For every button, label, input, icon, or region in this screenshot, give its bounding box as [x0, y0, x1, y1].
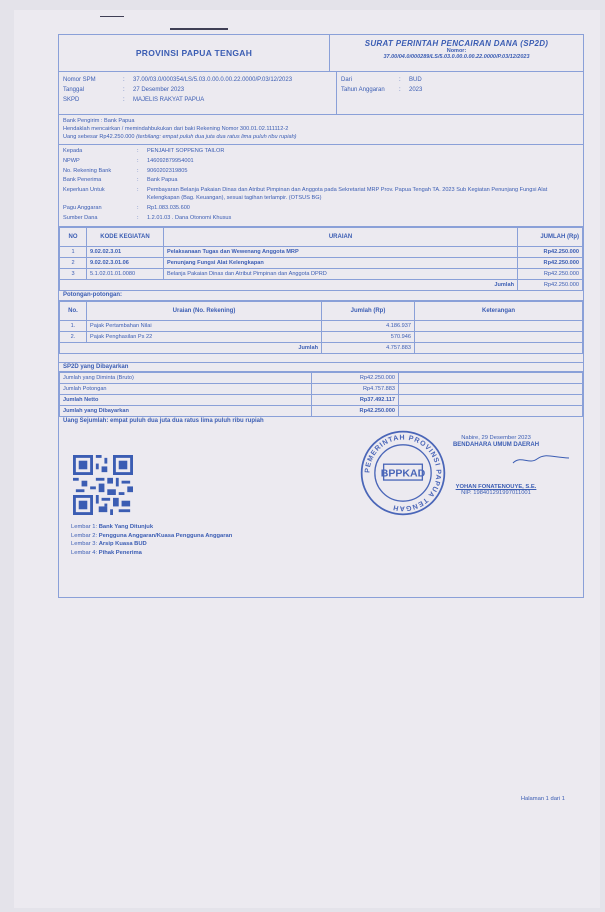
potongan-table: No. Uraian (No. Rekening) Jumlah (Rp) Keterangan 1. Pajak Pertambahan Nilai 4.186.937 2. Pajak Penghasilan Ps 22 570.946 Jumlah 4.757.883 — [59, 301, 583, 354]
list-item: Lembar 3: Arsip Kuasa BUD — [71, 541, 147, 547]
bank-sender: Bank Pengirim : Bank Papua — [63, 118, 135, 124]
terbilang-line: Uang Sejumlah: empat puluh dua juta dua ratus lima puluh ribu rupiah — [63, 418, 264, 424]
list-item: Lembar 1: Bank Yang Ditunjuk — [71, 524, 154, 530]
signature-area — [59, 425, 583, 555]
sp2d-title: SP2D yang Dibayarkan — [59, 362, 583, 372]
table-row: 3 5.1.02.01.01.0080 Belanja Pakaian Dinas dan Atribut Pimpinan dan Anggota DPRD Rp42.250.000 — [60, 269, 583, 280]
sp2d-table — [59, 372, 583, 417]
dari: BUD — [409, 77, 422, 83]
amount-line: Uang sebesar Rp42.250.000 — [63, 134, 137, 140]
list-item: Lembar 4: Pihak Penerima — [71, 549, 142, 556]
amount-terbilang: (terbilang: empat puluh dua juta dua ratus lima puluh ribu rupiah) — [136, 134, 297, 140]
place-date: Nabire, 29 Desember 2023 — [461, 435, 531, 441]
sumber-dana: 1.2.01.03 . Dana Otonomi Khusus — [147, 214, 232, 221]
lembar-list — [71, 523, 232, 557]
signer-nip: NIP. 198401291997011001 — [461, 490, 531, 496]
sp2d-form — [58, 34, 584, 598]
keperluan: Pembayaran Belanja Pakaian Dinas dan Atribut Pimpinan dan Anggota pada Sekretariat MRP Prov. Papua Tengah TA. 2023 Sub Kegiatan Penunjang Fungsi Alat Kelengkapan (Bag. Keuangan), sesuai tagihan terlampir. (OTSUS BG) — [147, 187, 548, 202]
pen-mark — [170, 28, 228, 30]
bank-instruction: Hendaklah mencairkan / memindahbukukan dari baki Rekening Nomor 300.01.02.111112-2 — [63, 126, 289, 132]
qr-code-icon — [73, 455, 133, 515]
stamp-center-text: BPPKAD — [380, 467, 426, 480]
document-title: SURAT PERINTAH PENCAIRAN DANA (SP2D) — [364, 39, 549, 48]
kegiatan-table: NO KODE KEGIATAN URAIAN JUMLAH (Rp) 1 9.02.02.3.01 Pelaksanaan Tugas dan Wewenang Anggota MRP Rp42.250.000 2 9.02.02.3.01.06 Penunjang Fungsi Alat Kelengkapan Rp42.250.000 3 5.1.02.01.01.0080 Belanja Pakaian Dinas dan Atribut Pimpinan dan Anggota DPRD Rp42.250.000 Jumlah Rp42.250.000 — [59, 227, 583, 291]
rekening: 9060202319805 — [147, 167, 188, 174]
meta-section: Nomor SPM : 37.00/03.0/000354/LS/5.03.0.00.0.00.22.0000/P.03/12/2023 Tanggal : 27 Desember 2023 SKPD : MAJELIS RAKYAT PAPUA Dari : BUD Tahun Anggaran : 2023 — [59, 72, 583, 115]
list-item: Lembar 2: Pengguna Anggaran/Kuasa Pengguna Anggaran — [71, 532, 233, 539]
bank-penerima: Bank Papua — [147, 177, 178, 184]
skpd: MAJELIS RAKYAT PAPUA — [133, 97, 205, 103]
province-title: PROVINSI PAPUA TENGAH — [59, 35, 330, 71]
table-row: Jumlah yang Diminta (Bruto) Rp42.250.000 — [60, 373, 583, 384]
bank-section — [59, 115, 583, 145]
table-row: Jumlah Netto Rp37.492.117 — [60, 395, 583, 406]
form-header — [59, 35, 583, 72]
pen-mark — [100, 16, 124, 17]
table-row: 2. Pajak Penghasilan Ps 22 570.946 — [60, 332, 583, 343]
pagu-anggaran: Rp1.083.035.600 — [147, 205, 190, 212]
npwp: 146092879954001 — [147, 157, 194, 164]
signature-block — [421, 435, 571, 496]
table-total-row: Jumlah 4.757.883 — [60, 343, 583, 354]
signer-role: BENDAHARA UMUM DAERAH — [452, 442, 540, 448]
nomor-spm: 37.00/03.0/000354/LS/5.03.0.00.0.00.22.0000/P.03/12/2023 — [133, 77, 293, 83]
payee-section: Kepada : PENJAHIT SOPPENG TAILOR NPWP : 146092879954001 No. Rekening Bank : 9060202319805 Bank Penerima : Bank Papua Keperluan Untuk : Pembayaran Belanja Pakaian Dinas dan Atribut Pimpinan dan Anggota pada Sekretariat MRP Prov. Papua Tengah TA. 2023 Sub Kegiatan Penunjang Fungsi Alat Kelengkapan (Bag. Keuangan), sesuai tagihan terlampir. (OTSUS BG) Pagu Anggaran : Rp1.083.035.600 Sumber Dana : 1.2.01.03 . Dana Otonomi Khusus — [59, 145, 583, 227]
tanggal: 27 Desember 2023 — [133, 87, 185, 93]
kepada: PENJAHIT SOPPENG TAILOR — [147, 148, 225, 154]
document-number: 37.00/04.0/000289/LS/5.03.0.00.0.00.22.0000/P.03/12/2023 — [383, 54, 530, 60]
table-row: 2 9.02.02.3.01.06 Penunjang Fungsi Alat Kelengkapan Rp42.250.000 — [60, 258, 583, 269]
potongan-title: Potongan-potongan: — [59, 291, 583, 301]
nomor-label: Nomor: — [446, 48, 467, 54]
table-row: Jumlah Potongan Rp4.757.883 — [60, 384, 583, 395]
table-row: 1. Pajak Pertambahan Nilai 4.186.937 — [60, 321, 583, 332]
table-total-row: Jumlah Rp42.250.000 — [60, 280, 583, 291]
stamp-ring-text: PEMERINTAH PROVINSI PAPUA TENGAH — [364, 434, 442, 512]
signer-name: YOHAN FONATENOUYE, S.E. — [455, 484, 537, 490]
table-row: Jumlah yang Dibayarkan Rp42.250.000 — [60, 406, 583, 417]
tahun-anggaran: 2023 — [409, 87, 423, 93]
table-row: 1 9.02.02.3.01 Pelaksanaan Tugas dan Wewenang Anggota MRP Rp42.250.000 — [60, 247, 583, 258]
handwritten-signature — [511, 453, 571, 467]
page-number: Halaman 1 dari 1 — [520, 796, 565, 802]
